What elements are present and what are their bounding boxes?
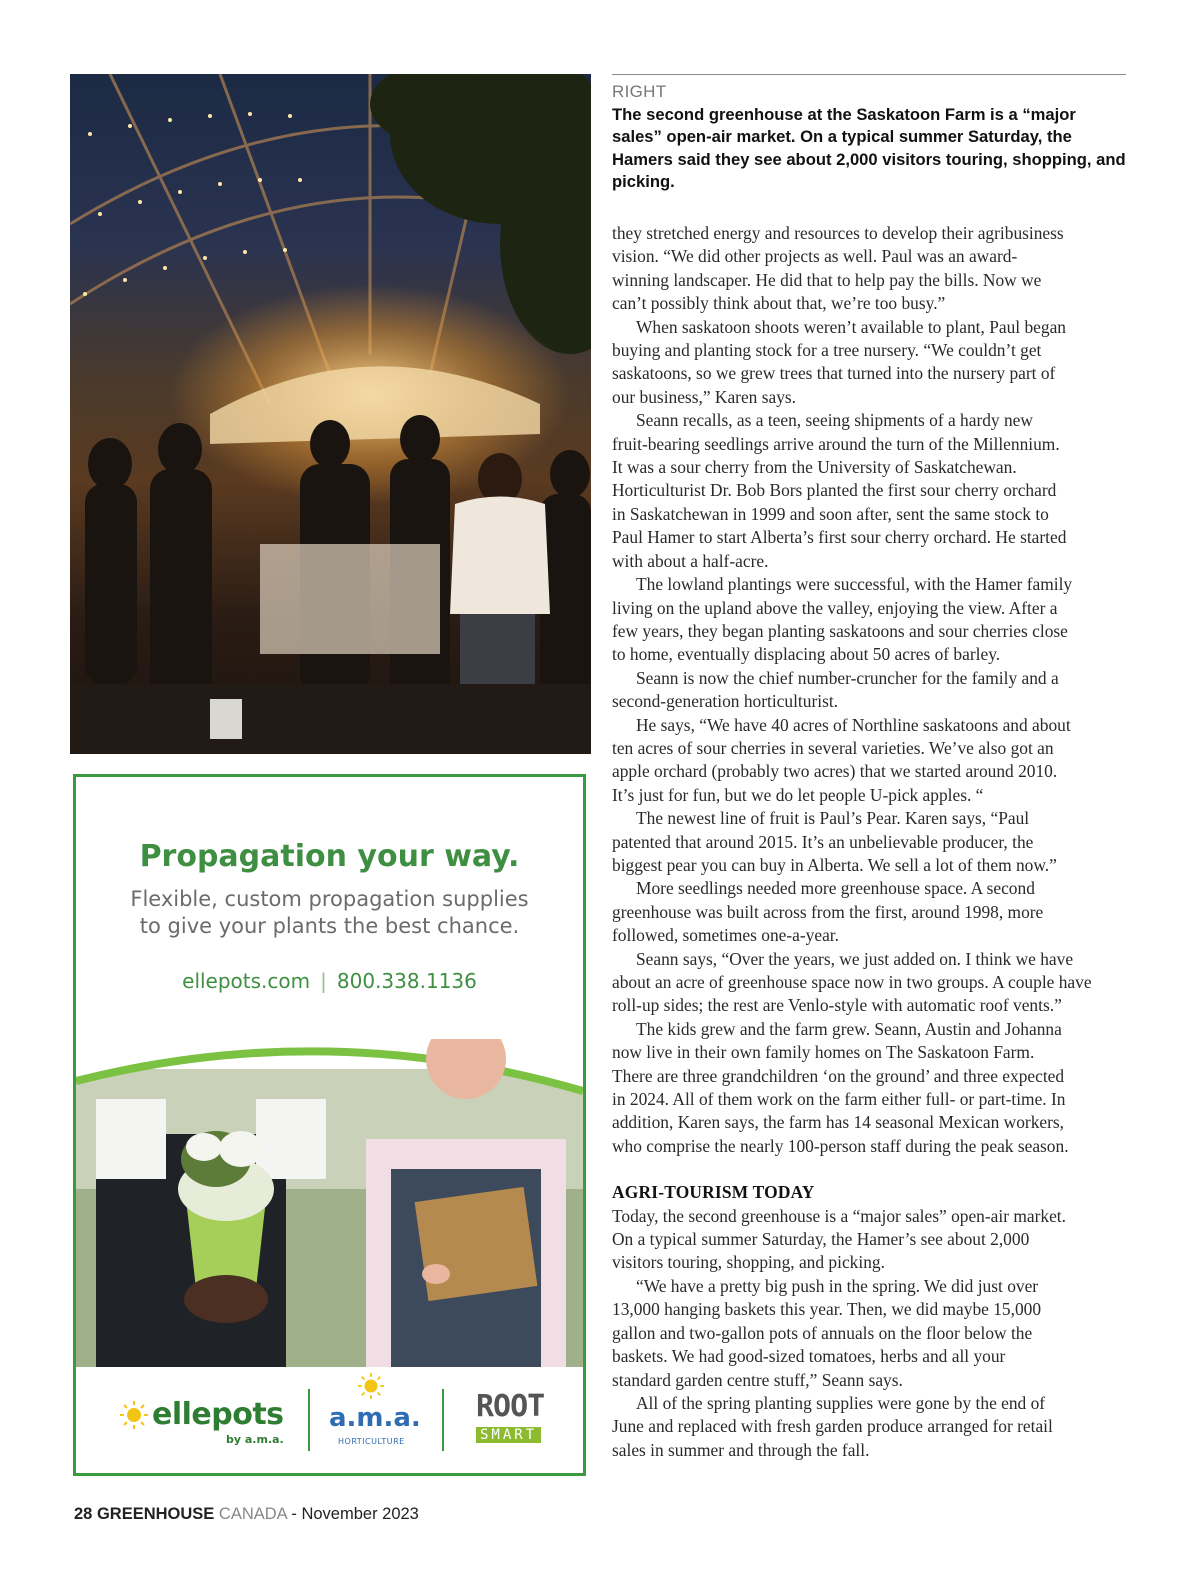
article-line: in 2024. All of them work on the farm either full- or part-time. In [612, 1089, 1066, 1110]
article-line: visitors touring, shopping, and picking. [612, 1252, 885, 1273]
article-line: More seedlings needed more greenhouse space. A second [636, 878, 1035, 899]
greenhouse-market-photo [70, 74, 591, 754]
logo-divider [308, 1389, 310, 1451]
rootsmart-logo: ROOT [476, 1389, 545, 1424]
magazine-name-suffix: CANADA [218, 1505, 287, 1523]
article-line: living on the upland above the valley, enjoying the view. After a [612, 597, 1058, 618]
article-line: The kids grew and the farm grew. Seann, Austin and Johanna [636, 1018, 1062, 1039]
sun-icon [120, 1401, 148, 1429]
article-line: The newest line of fruit is Paul’s Pear. Karen says, “Paul [636, 808, 1030, 829]
issue-date: November 2023 [301, 1505, 419, 1523]
caption-label: RIGHT [612, 82, 667, 101]
article-line: On a typical summer Saturday, the Hamer’s see about 2,000 [612, 1229, 1030, 1250]
article-line: 13,000 hanging baskets this year. Then, we did maybe 15,000 [612, 1299, 1042, 1320]
article-line: patented that around 2015. It’s an unbelievable producer, the [612, 831, 1034, 852]
article-line: The lowland plantings were successful, with the Hamer family [636, 574, 1073, 595]
article-line: biggest pear you can buy in Alberta. We sell a lot of them now.” [612, 854, 1057, 875]
ama-logo-tagline: HORTICULTURE [338, 1437, 405, 1446]
magazine-name: GREENHOUSE [96, 1505, 215, 1523]
article-line: sales in summer and through the fall. [612, 1439, 870, 1460]
article-line: Today, the second greenhouse is a “major sales” open-air market. [612, 1205, 1066, 1226]
ama-logo: a.m.a. [329, 1403, 421, 1433]
caption-rule [612, 74, 1126, 75]
article-line: followed, sometimes one-a-year. [612, 925, 839, 946]
article-line: vision. “We did other projects as well. Paul was an award- [612, 246, 1018, 267]
article-line: now live in their own family homes on The Saskatoon Farm. [612, 1042, 1035, 1063]
article-line: in Saskatchewan in 1999 and soon after, sent the same stock to [612, 503, 1049, 524]
ad-phone[interactable]: 800.338.1136 [336, 969, 477, 993]
article-line: He says, “We have 40 acres of Northline saskatoons and about [636, 714, 1071, 735]
article-line: buying and planting stock for a tree nursery. “We couldn’t get [612, 340, 1042, 361]
article-line: Seann is now the chief number-cruncher for the family and a [636, 667, 1059, 688]
page-footer [74, 1505, 419, 1524]
article-line: “We have a pretty big push in the spring. We did just over [636, 1275, 1039, 1296]
rootsmart-logo-badge: SMART [476, 1427, 541, 1443]
article-line: Horticulturist Dr. Bob Bors planted the first sour cherry orchard [612, 480, 1057, 501]
article-line: they stretched energy and resources to develop their agribusiness [612, 223, 1064, 243]
ad-growers-image [76, 1039, 583, 1367]
article-line: baskets. We had good-sized tomatoes, herbs and all your [612, 1346, 1006, 1367]
article-line: Paul Hamer to start Alberta’s first sour cherry orchard. He started [612, 527, 1067, 548]
article-line: second-generation horticulturist. [612, 691, 839, 712]
ad-contact-separator: | [320, 969, 327, 993]
article-line: to home, eventually displacing about 50 acres of barley. [612, 644, 1001, 665]
article-line: greenhouse was built across from the first, around 1998, more [612, 901, 1044, 922]
photo-caption: The second greenhouse at the Saskatoon Farm is a “major sales” open-air market. On a typical summer Saturday, the Hamers said they see about 2,000 visitors touring, shopping, and picking. [612, 105, 1126, 192]
article-line: apple orchard (probably two acres) that we started around 2010. [612, 761, 1058, 782]
section-heading: AGRI-TOURISM TODAY [612, 1182, 815, 1203]
article-line: our business,” Karen says. [612, 386, 797, 407]
article-line: standard garden centre stuff,” Seann says. [612, 1369, 903, 1390]
article-line: winning landscaper. He did that to help pay the bills. Now we [612, 269, 1042, 290]
article-line: Seann recalls, as a teen, seeing shipments of a hardy new [636, 410, 1033, 431]
page-number: 28 [74, 1505, 93, 1523]
advertisement-ellepots[interactable] [73, 774, 586, 1476]
ad-subheadline-line-2: to give your plants the best chance. [139, 914, 520, 938]
article-line: addition, Karen says, the farm has 14 seasonal Mexican workers, [612, 1112, 1065, 1133]
article-line: gallon and two-gallon pots of annuals on the floor below the [612, 1322, 1033, 1343]
footer-dash: - [291, 1505, 297, 1523]
article-line: It was a sour cherry from the University of Saskatchewan. [612, 457, 1017, 478]
article-line: All of the spring planting supplies were gone by the end of [636, 1392, 1046, 1413]
article-line: When saskatoon shoots weren’t available to plant, Paul began [636, 316, 1066, 337]
article-line: can’t possibly think about that, we’re too busy.” [612, 293, 946, 314]
ad-contact [76, 969, 583, 993]
article-line: roll-up sides; the rest are Venlo-style with automatic roof vents.” [612, 995, 1062, 1016]
ad-logo-bar [76, 1367, 583, 1473]
ellepots-logo: ellepots [152, 1397, 284, 1432]
article-line: few years, they began planting saskatoons and sour cherries close [612, 620, 1068, 641]
article-line: June and replaced with fresh garden produce arranged for retail [612, 1416, 1053, 1437]
article-line: with about a half-acre. [612, 550, 769, 571]
ellepots-logo-tagline: by a.m.a. [226, 1433, 284, 1446]
article-line: There are three grandchildren ‘on the ground’ and three expected [612, 1065, 1065, 1086]
article-line: who comprise the nearly 100-person staff during the peak season. [612, 1135, 1069, 1156]
logo-divider [442, 1389, 444, 1451]
article-line: fruit-bearing seedlings arrive around the turn of the Millennium. [612, 433, 1060, 454]
article-line: ten acres of sour cherries in several varieties. We’ve also got an [612, 737, 1054, 758]
ad-headline: Propagation your way. [139, 839, 520, 874]
ad-website[interactable]: ellepots.com [182, 969, 311, 993]
sun-icon [358, 1373, 384, 1399]
article-line: about an acre of greenhouse space now in two groups. A couple have [612, 972, 1092, 992]
article-line: saskatoons, so we grew trees that turned into the nursery part of [612, 363, 1056, 384]
article-line: Seann says, “Over the years, we just added on. I think we have [636, 948, 1074, 969]
ad-subheadline-line-1: Flexible, custom propagation supplies [130, 887, 529, 911]
article-line: It’s just for fun, but we do let people U-pick apples. “ [612, 784, 984, 805]
article-body [612, 222, 1132, 1462]
